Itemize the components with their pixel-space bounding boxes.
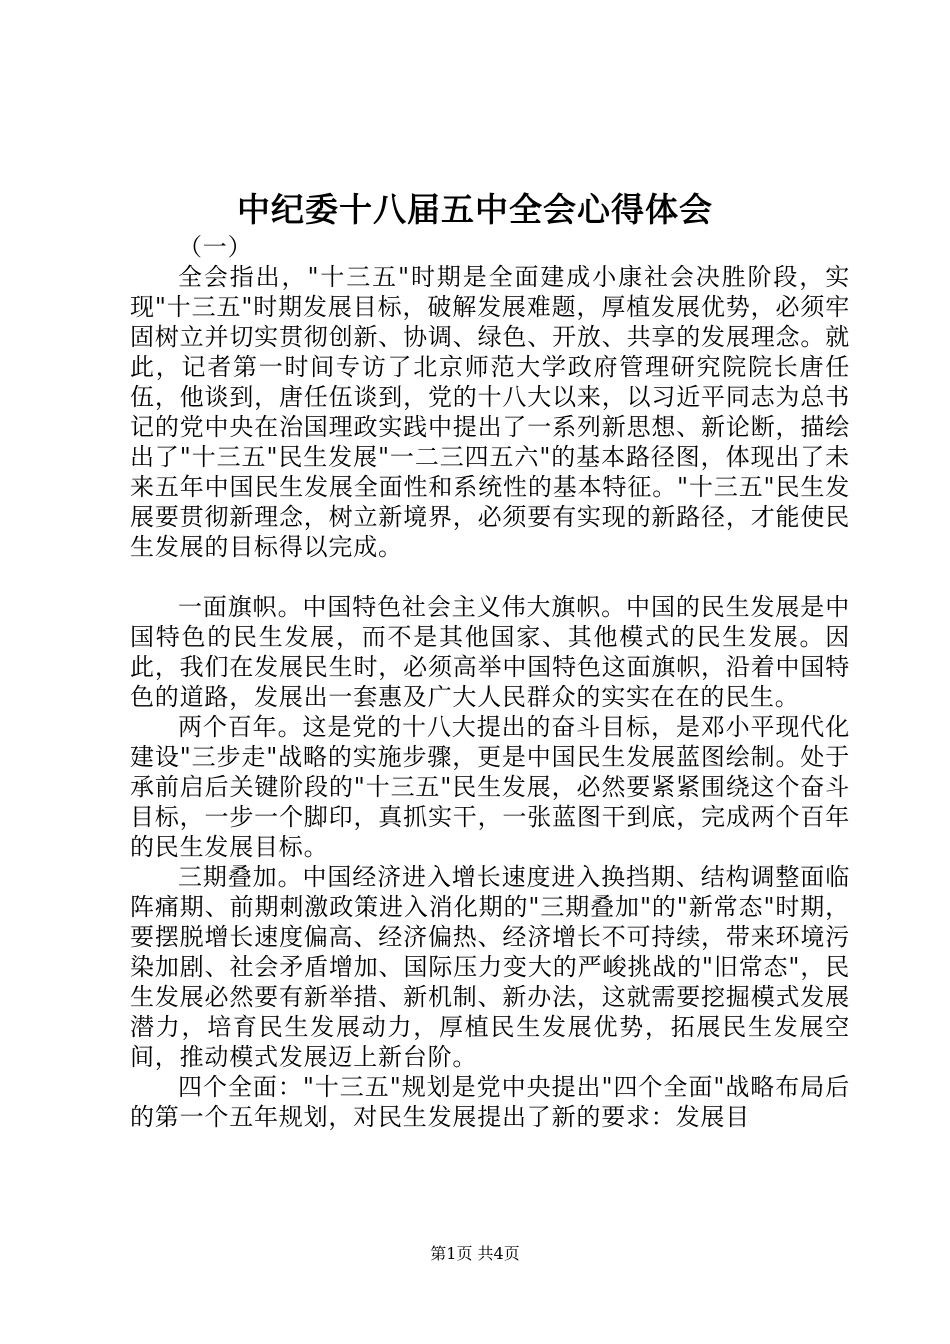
page-number-footer: 第1页 共4页: [430, 1244, 520, 1263]
paragraph-two-centuries: 两个百年。这是党的十八大提出的奋斗目标，是邓小平现代化建设"三步走"战略的实施步骤，更是中国民生发展蓝图绘制。处于承前启后关键阶段的"十三五"民生发展，必然要紧紧围绕这个奋斗目标，一步一个脚印，真抓实干，一张蓝图干到底，完成两个百年的民生发展目标。: [130, 713, 850, 861]
document-body: [130, 232, 850, 1132]
paragraph-four-comprehensives: 四个全面："十三五"规划是党中央提出"四个全面"战略布局后的第一个五年规划，对民生发展提出了新的要求：发展目: [130, 1073, 850, 1131]
page-title: 中纪委十八届五中全会心得体会: [237, 190, 713, 229]
section-marker: （一）: [178, 233, 253, 261]
paragraph-one-flag: 一面旗帜。中国特色社会主义伟大旗帜。中国的民生发展是中国特色的民生发展，而不是其他国家、其他模式的民生发展。因此，我们在发展民生时，必须高举中国特色这面旗帜，沿着中国特色的道路，发展出一套惠及广大人民群众的实实在在的民生。: [130, 593, 850, 711]
paragraph-three-periods: 三期叠加。中国经济进入增长速度进入换挡期、结构调整面临阵痛期、前期刺激政策进入消化期的"三期叠加"的"新常态"时期，要摆脱增长速度偏高、经济偏热、经济增长不可持续，带来环境污染加剧、社会矛盾增加、国际压力变大的严峻挑战的"旧常态"，民生发展必然要有新举措、新机制、新办法，这就需要挖掘模式发展潜力，培育民生发展动力，厚植民生发展优势，拓展民生发展空间，推动模式发展迈上新台阶。: [130, 863, 850, 1071]
paragraph-intro: 全会指出，"十三五"时期是全面建成小康社会决胜阶段，实现"十三五"时期发展目标，破解发展难题，厚植发展优势，必须牢固树立并切实贯彻创新、协调、绿色、开放、共享的发展理念。就此，记者第一时间专访了北京师范大学政府管理研究院院长唐任伍，他谈到，唐任伍谈到，党的十八大以来，以习近平同志为总书记的党中央在治国理政实践中提出了一系列新思想、新论断，描绘出了"十三五"民生发展"一二三四五六"的基本路径图，体现出了未来五年中国民生发展全面性和系统性的基本特征。"十三五"民生发展要贯彻新理念，树立新境界，必须要有实现的新路径，才能使民生发展的目标得以完成。: [130, 263, 850, 561]
